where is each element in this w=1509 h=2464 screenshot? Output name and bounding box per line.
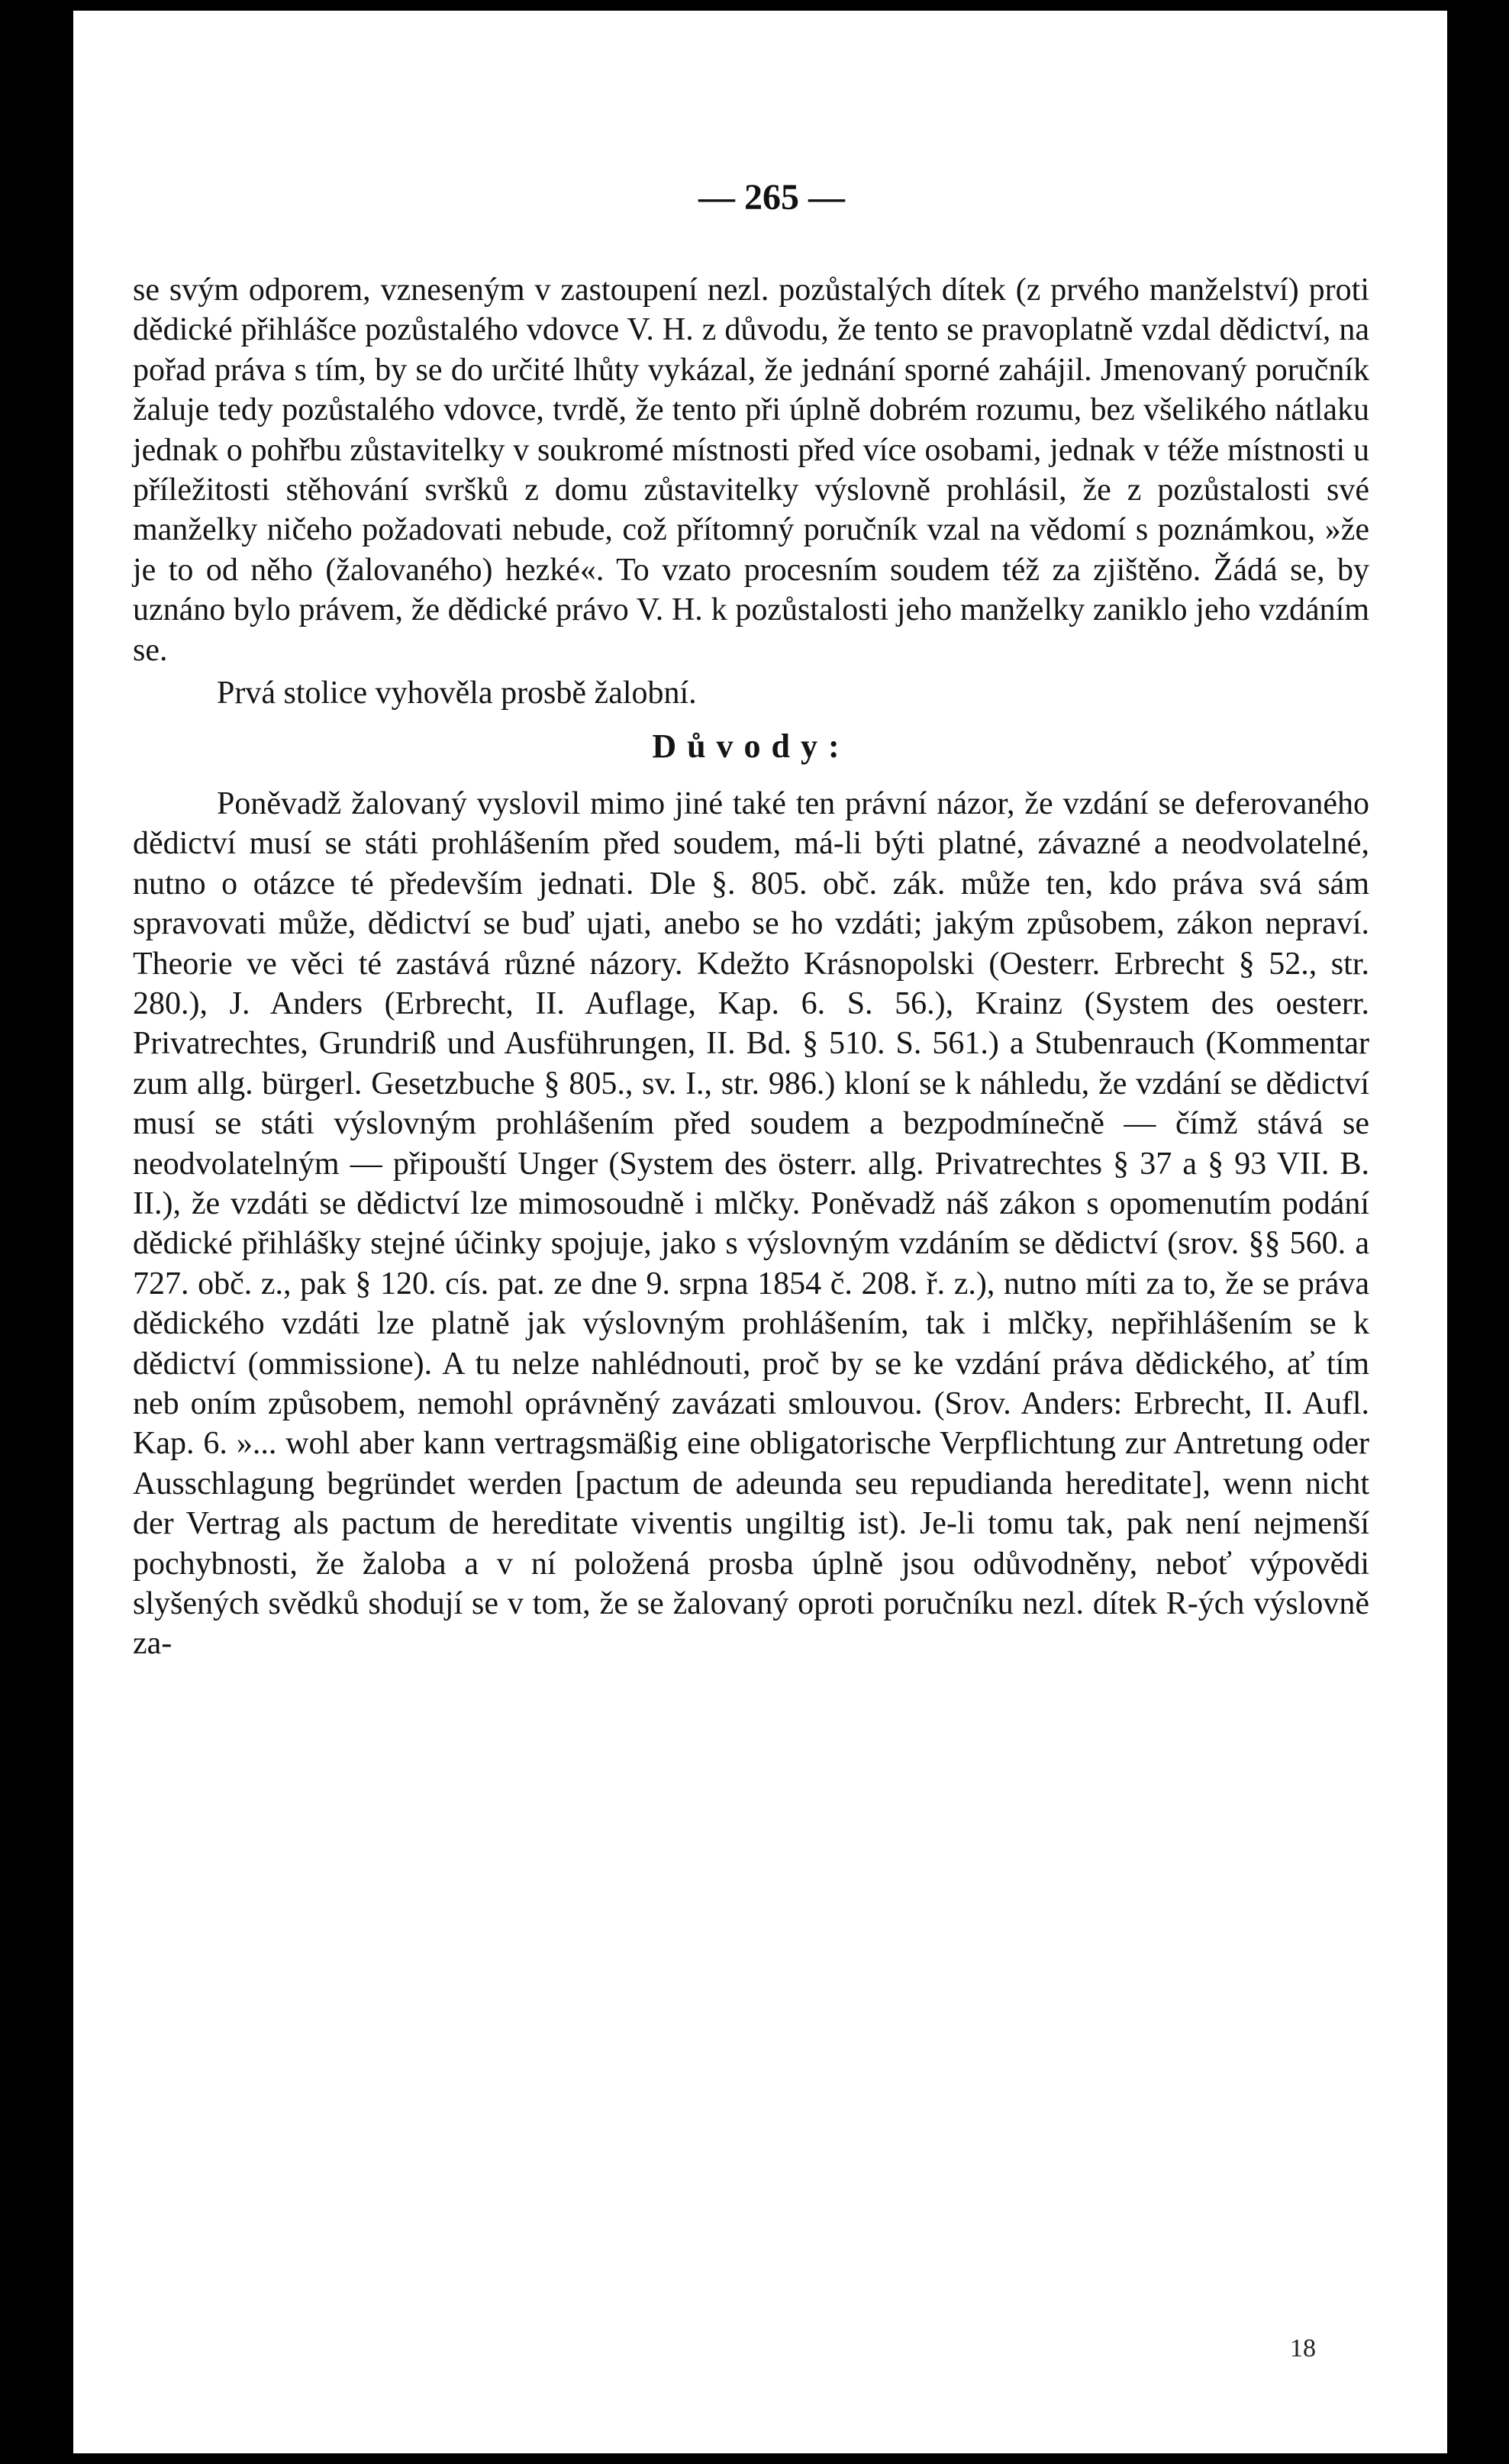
paragraph-claim: se svým odporem, vzneseným v zastoupení nezl. pozůstalých dítek (z prvého manželství) proti dědické přihlášce pozůstalého vdovce V. H. z důvodu, že tento se pravoplatně vzdal dědictví, na pořad práva s tím, by se do určité lhůty vykázal, že jednání sporné zahájil. Jmenovaný poručník žaluje tedy pozůstalého vdovce, tvrdě, že tento při úplně dobrém rozumu, bez všelikého nátlaku jednak o pohřbu zůstavitelky v soukromé místnosti před více osobami, jednak v téže místnosti u příležitosti stěhování svršků z domu zůstavitelky výslovně prohlásil, že z pozůstalosti své manželky ničeho požadovati nebude, což přítomný poručník vzal na vědomí s poznámkou, »že je to od něho (žalovaného) hezké«. To vzato procesním soudem též za zjištěno. Žádá se, by uznáno bylo právem, že dědické právo V. H. k pozůstalosti jeho manželky zaniklo jeho vzdáním se. — [133, 273, 1369, 668]
signature-mark: 18 — [1290, 2334, 1316, 2362]
document-page — [73, 11, 1447, 2453]
paragraph-first-instance-verdict: Prvá stolice vyhověla prosbě žalobní. — [217, 676, 697, 711]
section-heading-reasons: Důvody: — [652, 727, 850, 766]
page-number: — 265 — — [698, 177, 845, 218]
page-body — [133, 270, 1369, 1664]
paragraph-reasons: Poněvadž žalovaný vyslovil mimo jiné také ten právní názor, že vzdání se deferovaného dědictví musí se státi prohlášením před soudem, má-li býti platné, závazné a neodvolatelné, nutno o otázce té především jednati. Dle §. 805. obč. zák. může ten, kdo práva svá sám spravovati může, dědictví se buď ujati, anebo se ho vzdáti; jakým způsobem, zákon nepraví. Theorie ve věci té zastává různé názory. Kdežto Krásnopolski (Oesterr. Erbrecht § 52., str. 280.), J. Anders (Erbrecht, II. Auflage, Kap. 6. S. 56.), Krainz (System des oesterr. Privatrechtes, Grundriß und Ausführungen, II. Bd. § 510. S. 561.) a Stubenrauch (Kommentar zum allg. bürgerl. Gesetzbuche § 805., sv. I., str. 986.) kloní se k náhledu, že vzdání se dědictví musí se státi výslovným prohlášením před soudem a bezpodmínečně — čímž stává se neodvolatelným — připouští Unger (System des österr. allg. Privatrechtes § 37 a § 93 VII. B. II.), že vzdáti se dědictví lze mimosoudně i mlčky. Poněvadž náš zákon s opomenutím podání dědické přihlášky stejné účinky spojuje, jako s výslovným vzdáním se dědictví (srov. §§ 560. a 727. obč. z., pak § 120. cís. pat. ze dne 9. srpna 1854 č. 208. ř. z.), nutno míti za to, že se práva dědického vzdáti lze platně jak výslovným prohlášením, tak i mlčky, nepřihlášením se k dědictví (ommissione). A tu nelze nahlédnouti, proč by se ke vzdání práva dědického, ať tím neb oním způsobem, nemohl oprávněný zavázati smlouvou. (Srov. Anders: Erbrecht, II. Aufl. Kap. 6. »... wohl aber kann vertragsmäßig eine obligatorische Verpflichtung zur Antretung oder Ausschlagung begründet werden [pactum de adeunda seu repudianda hereditate], wenn nicht der Vertrag als pactum de hereditate viventis ungiltig ist). Je-li tomu tak, pak není nejmenší pochybnosti, že žaloba a v ní položená prosba úplně jsou odůvodněny, neboť výpovědi slyšených svědků shodují se v tom, že se žalovaný oproti poručníku nezl. dítek R-ých výslovně za- — [133, 785, 1369, 1662]
